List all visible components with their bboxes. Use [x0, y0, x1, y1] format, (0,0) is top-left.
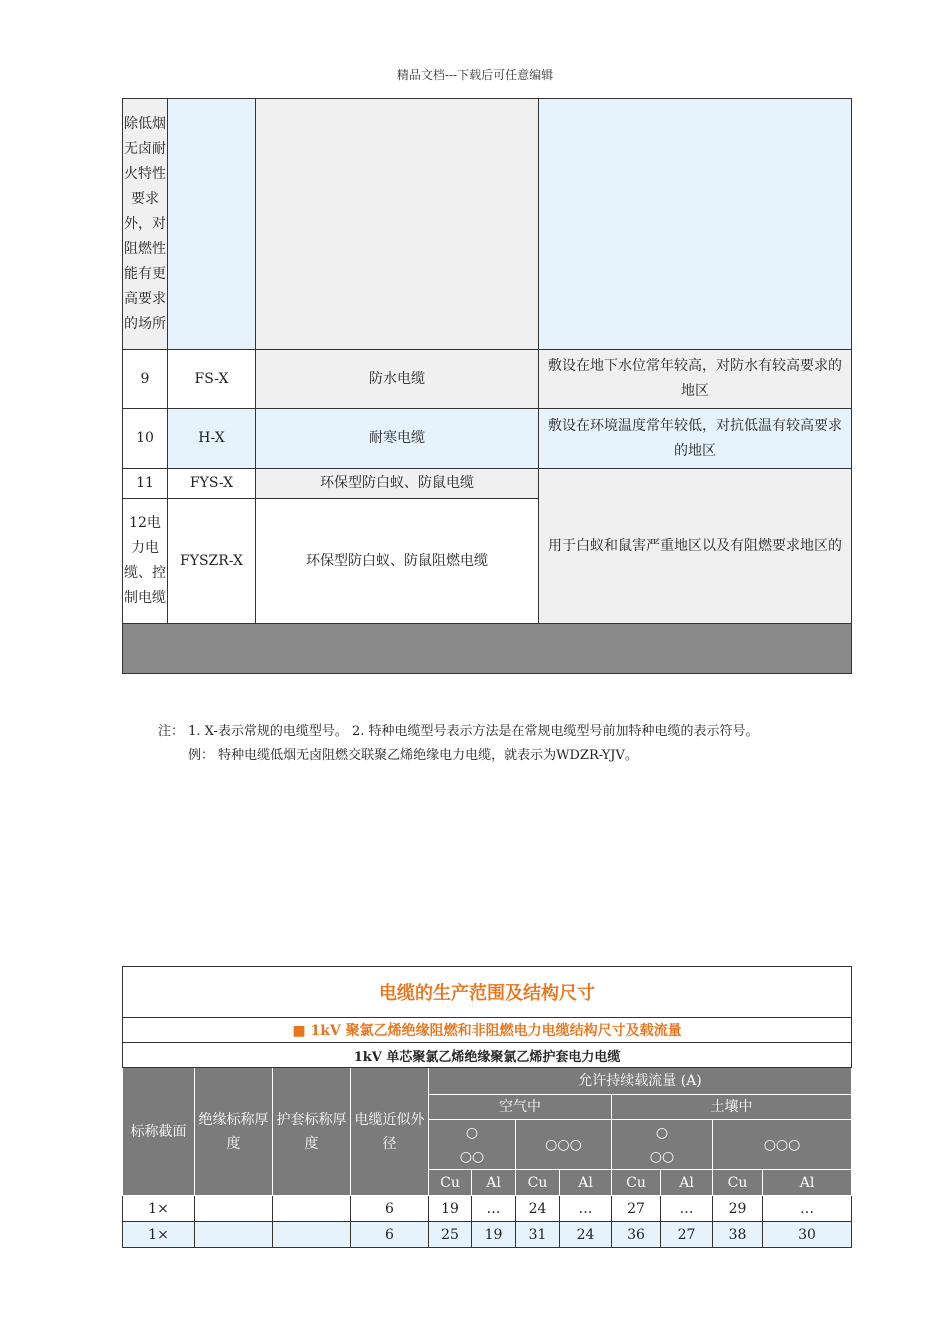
- cell-value: 31: [516, 1222, 560, 1248]
- row10-no: 10: [123, 409, 168, 469]
- header-arrangement-air-flat: ○○○: [516, 1120, 612, 1170]
- cell-value: 19: [429, 1196, 472, 1222]
- header-cu: Cu: [713, 1170, 763, 1196]
- cell-value: 19: [472, 1222, 516, 1248]
- table-row: [123, 1222, 852, 1248]
- cell-value: 29: [713, 1196, 763, 1222]
- cell-section: 1×: [123, 1222, 195, 1248]
- row12-model: FYSZR-X: [168, 499, 256, 624]
- header-soil: 土壤中: [612, 1095, 852, 1120]
- cell-insulation: [195, 1222, 273, 1248]
- special-cable-table: [122, 98, 852, 674]
- row10-model: H-X: [168, 409, 256, 469]
- cell-insulation: [195, 1196, 273, 1222]
- table-row: [123, 1196, 852, 1222]
- cell-value: 30: [763, 1222, 852, 1248]
- note-line-1: 注： 1. X-表示常规的电缆型号。 2. 特种电缆型号表示方法是在常规电缆型号前加特种电缆的表示符号。: [158, 724, 759, 739]
- note-block: [158, 720, 759, 768]
- row9-use: 敷设在地下水位常年较高，对防水有较高要求的地区: [539, 350, 852, 409]
- row9-name: 防水电缆: [256, 350, 539, 409]
- header-cu: Cu: [516, 1170, 560, 1196]
- table-footer-bar: [123, 624, 852, 674]
- row12-name: 环保型防白蚁、防鼠阻燃电缆: [256, 499, 539, 624]
- row10-name: 耐寒电缆: [256, 409, 539, 469]
- spec-table-subtitle-2: 1kV 单芯聚氯乙烯绝缘聚氯乙烯护套电力电缆: [123, 1043, 852, 1068]
- spec-table-subtitle: ■ 1kV 聚氯乙烯绝缘阻燃和非阻燃电力电缆结构尺寸及载流量: [123, 1018, 852, 1043]
- header-section: 标称截面: [123, 1068, 195, 1196]
- row11-12-use: 用于白蚁和鼠害严重地区以及有阻燃要求地区的: [539, 469, 852, 624]
- spec-table-title: 电缆的生产范围及结构尺寸: [123, 967, 852, 1018]
- header-insulation: 绝缘标称厚度: [195, 1068, 273, 1196]
- header-al: Al: [560, 1170, 612, 1196]
- header-arrangement-soil-trefoil: [612, 1120, 713, 1170]
- cell-value: 36: [612, 1222, 661, 1248]
- cell-value: …: [472, 1196, 516, 1222]
- row11-no: 11: [123, 469, 168, 499]
- arrangement-bottom: ○○: [649, 1148, 675, 1165]
- cell-value: 24: [516, 1196, 560, 1222]
- cell-value: 27: [612, 1196, 661, 1222]
- note-line-2: 例： 特种电缆低烟无卤阻燃交联聚乙烯绝缘电力电缆，就表示为WDZR-YJV。: [188, 748, 638, 763]
- cell-value: 27: [661, 1222, 713, 1248]
- cell-diameter: 6: [351, 1222, 429, 1248]
- page-header: 精品文档---下载后可任意编辑: [396, 68, 554, 82]
- header-al: Al: [472, 1170, 516, 1196]
- row-top-application: 除低烟无卤耐火特性要求外，对阻燃性能有更高要求的场所: [123, 99, 168, 350]
- arrangement-bottom: ○○: [459, 1148, 485, 1165]
- header-al: Al: [763, 1170, 852, 1196]
- cell-sheath: [273, 1196, 351, 1222]
- header-air: 空气中: [429, 1095, 612, 1120]
- header-outer-diameter: 电缆近似外径: [351, 1068, 429, 1196]
- row12-no: 12电力电缆、控制电缆: [123, 499, 168, 624]
- header-cu: Cu: [612, 1170, 661, 1196]
- cell-value: …: [763, 1196, 852, 1222]
- header-arrangement-air-trefoil: [429, 1120, 516, 1170]
- cell-sheath: [273, 1222, 351, 1248]
- row9-no: 9: [123, 350, 168, 409]
- row-top-use: [539, 99, 852, 350]
- cell-value: …: [661, 1196, 713, 1222]
- cell-value: 38: [713, 1222, 763, 1248]
- cell-value: 24: [560, 1222, 612, 1248]
- header-cu: Cu: [429, 1170, 472, 1196]
- row10-use: 敷设在环境温度常年较低，对抗低温有较高要求的地区: [539, 409, 852, 469]
- header-current: 允许持续载流量 (A): [429, 1068, 852, 1095]
- row-top-name: [256, 99, 539, 350]
- cell-value: …: [560, 1196, 612, 1222]
- header-al: Al: [661, 1170, 713, 1196]
- cell-diameter: 6: [351, 1196, 429, 1222]
- row11-model: FYS-X: [168, 469, 256, 499]
- row11-name: 环保型防白蚁、防鼠电缆: [256, 469, 539, 499]
- arrangement-top: ○: [655, 1124, 669, 1141]
- cable-spec-table: [122, 966, 852, 1248]
- row9-model: FS-X: [168, 350, 256, 409]
- arrangement-top: ○: [465, 1124, 479, 1141]
- cell-section: 1×: [123, 1196, 195, 1222]
- header-sheath: 护套标称厚度: [273, 1068, 351, 1196]
- cell-value: 25: [429, 1222, 472, 1248]
- header-arrangement-soil-flat: ○○○: [713, 1120, 852, 1170]
- row-top-model: [168, 99, 256, 350]
